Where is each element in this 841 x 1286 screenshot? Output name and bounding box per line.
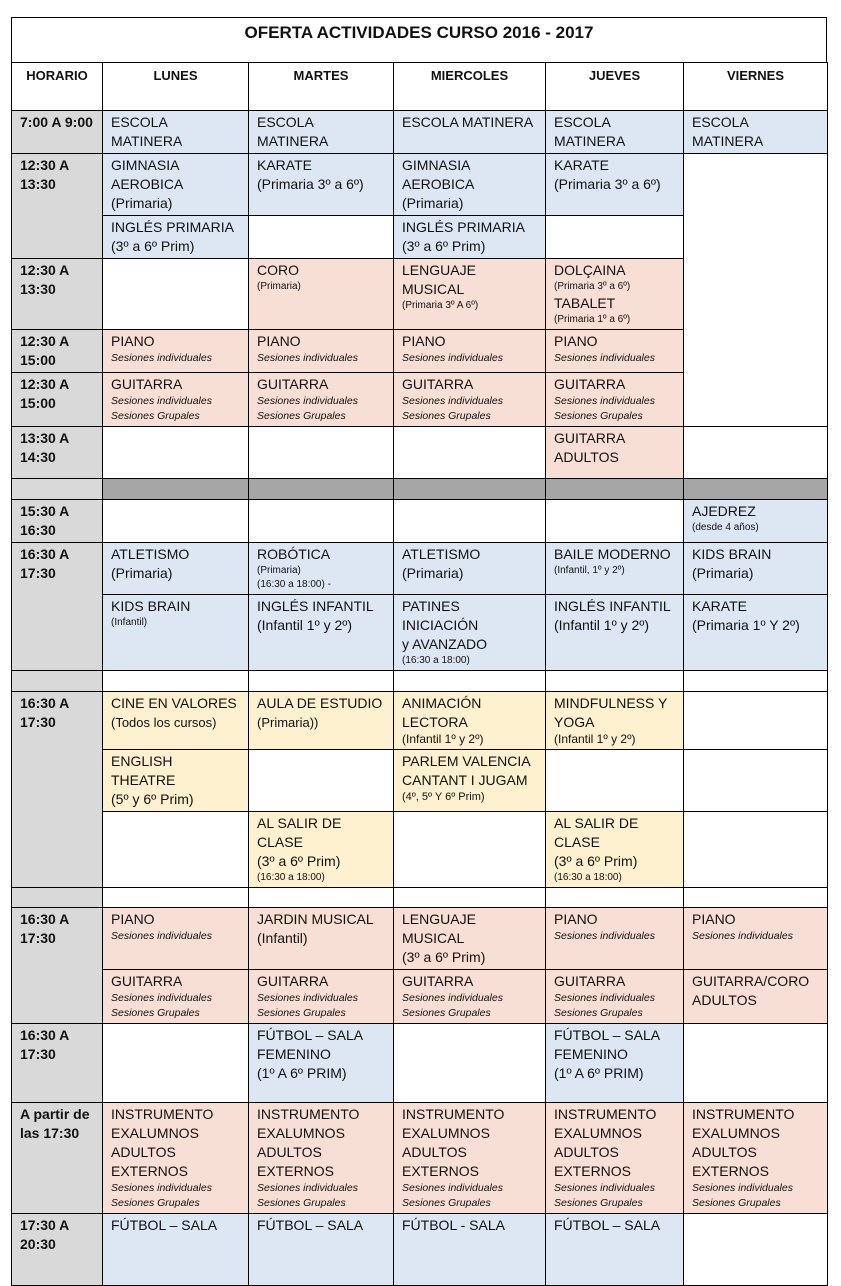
- spacer-row: [12, 888, 828, 908]
- activity-cell: GUITARRA/CORO ADULTOS: [684, 970, 828, 1024]
- empty-cell: [684, 888, 828, 908]
- time-cell: 12:30 A 15:00: [12, 330, 103, 373]
- table-row: [12, 111, 828, 154]
- header-jueves: JUEVES: [546, 63, 684, 111]
- activities-table: [11, 62, 828, 1286]
- empty-cell: [249, 216, 394, 259]
- activity-cell: GIMNASIA AEROBICA (Primaria): [103, 154, 249, 216]
- activity-cell: GUITARRA Sesiones individuales Sesiones Grupales: [394, 373, 546, 427]
- table-row: [12, 750, 828, 812]
- header-lunes: LUNES: [103, 63, 249, 111]
- table-row: [12, 1103, 828, 1214]
- table-row: [12, 595, 828, 671]
- activity-cell: CORO (Primaria): [249, 259, 394, 330]
- activity-cell: ENGLISH THEATRE (5º y 6º Prim): [103, 750, 249, 812]
- time-cell: 16:30 A 17:30: [12, 692, 103, 888]
- empty-cell: [394, 671, 546, 692]
- empty-cell: [249, 888, 394, 908]
- table-row: [12, 1024, 828, 1103]
- activity-cell: INGLÉS PRIMARIA (3º a 6º Prim): [394, 216, 546, 259]
- table-row: [12, 154, 828, 216]
- empty-cell: [684, 154, 828, 427]
- empty-cell: [249, 500, 394, 543]
- table-row: [12, 543, 828, 595]
- empty-cell: [684, 750, 828, 812]
- header-miercoles: MIERCOLES: [394, 63, 546, 111]
- activity-cell: JARDIN MUSICAL (Infantil): [249, 908, 394, 970]
- activity-cell: PIANO Sesiones individuales: [103, 330, 249, 373]
- activity-cell: GUITARRA Sesiones individuales Sesiones Grupales: [546, 970, 684, 1024]
- table-row: [12, 970, 828, 1024]
- activity-cell: PIANO Sesiones individuales: [684, 908, 828, 970]
- header-viernes: VIERNES: [684, 63, 828, 111]
- empty-cell: [249, 750, 394, 812]
- activity-cell: FÚTBOL – SALA FEMENINO (1º A 6º PRIM): [249, 1024, 394, 1103]
- empty-cell: [546, 216, 684, 259]
- activity-cell: AJEDREZ (desde 4 años): [684, 500, 828, 543]
- time-cell: A partir de las 17:30: [12, 1103, 103, 1214]
- activity-cell: GUITARRA Sesiones individuales Sesiones Grupales: [394, 970, 546, 1024]
- activity-cell: INSTRUMENTO EXALUMNOS ADULTOS EXTERNOS Sesiones individuales Sesiones Grupales: [394, 1103, 546, 1214]
- activity-cell: FÚTBOL – SALA: [249, 1214, 394, 1286]
- time-cell: 12:30 A 13:30: [12, 154, 103, 259]
- activity-cell: FÚTBOL – SALA: [103, 1214, 249, 1286]
- empty-cell: [684, 427, 828, 479]
- empty-cell: [546, 888, 684, 908]
- empty-cell: [103, 671, 249, 692]
- activity-cell: BAILE MODERNO (Infantil, 1º y 2º): [546, 543, 684, 595]
- activity-cell: KIDS BRAIN (Infantil): [103, 595, 249, 671]
- activity-cell: GUITARRA Sesiones individuales Sesiones Grupales: [249, 970, 394, 1024]
- empty-cell: [546, 500, 684, 543]
- page-title: OFERTA ACTIVIDADES CURSO 2016 - 2017: [11, 17, 827, 63]
- divider-cell: [394, 479, 546, 500]
- empty-cell: [249, 671, 394, 692]
- header-martes: MARTES: [249, 63, 394, 111]
- activity-cell: INSTRUMENTO EXALUMNOS ADULTOS EXTERNOS Sesiones individuales Sesiones Grupales: [103, 1103, 249, 1214]
- activity-cell: ESCOLA MATINERA: [249, 111, 394, 154]
- spacer-row: [12, 671, 828, 692]
- table-row: [12, 1214, 828, 1286]
- divider-cell: [684, 479, 828, 500]
- activity-cell: ATLETISMO (Primaria): [103, 543, 249, 595]
- activity-cell: PARLEM VALENCIA CANTANT I JUGAM (4º, 5º Y 6º Prim): [394, 750, 546, 812]
- empty-cell: [684, 692, 828, 750]
- empty-cell: [684, 1024, 828, 1103]
- activity-cell: GUITARRA Sesiones individuales Sesiones Grupales: [103, 970, 249, 1024]
- activity-cell: INGLÉS INFANTIL (Infantil 1º y 2º): [546, 595, 684, 671]
- activity-cell: LENGUAJE MUSICAL (3º a 6º Prim): [394, 908, 546, 970]
- time-cell: 12:30 A 15:00: [12, 373, 103, 427]
- activity-cell: ESCOLA MATINERA: [103, 111, 249, 154]
- activity-cell: GUITARRA Sesiones individuales Sesiones Grupales: [249, 373, 394, 427]
- activity-cell: KARATE (Primaria 1º Y 2º): [684, 595, 828, 671]
- activity-cell: INSTRUMENTO EXALUMNOS ADULTOS EXTERNOS Sesiones individuales Sesiones Grupales: [684, 1103, 828, 1214]
- activity-cell: FÚTBOL - SALA: [394, 1214, 546, 1286]
- activity-cell: GUITARRA ADULTOS: [546, 427, 684, 479]
- activity-cell: INGLÉS INFANTIL (Infantil 1º y 2º): [249, 595, 394, 671]
- activity-cell: INSTRUMENTO EXALUMNOS ADULTOS EXTERNOS Sesiones individuales Sesiones Grupales: [249, 1103, 394, 1214]
- time-cell: 16:30 A 17:30: [12, 1024, 103, 1103]
- empty-cell: [394, 500, 546, 543]
- empty-cell: [684, 671, 828, 692]
- activity-cell: CINE EN VALORES (Todos los cursos): [103, 692, 249, 750]
- table-row: [12, 812, 828, 888]
- time-cell: [12, 671, 103, 692]
- time-cell: 16:30 A 17:30: [12, 908, 103, 1024]
- activity-cell: PIANO Sesiones individuales: [394, 330, 546, 373]
- activity-cell: KARATE (Primaria 3º a 6º): [249, 154, 394, 216]
- empty-cell: [103, 500, 249, 543]
- activity-cell: AL SALIR DE CLASE (3º a 6º Prim) (16:30 a 18:00): [249, 812, 394, 888]
- empty-cell: [546, 671, 684, 692]
- empty-cell: [684, 1214, 828, 1286]
- activity-cell: KARATE (Primaria 3º a 6º): [546, 154, 684, 216]
- table-row: [12, 692, 828, 750]
- activity-cell: FÚTBOL – SALA FEMENINO (1º A 6º PRIM): [546, 1024, 684, 1103]
- activity-cell: INSTRUMENTO EXALUMNOS ADULTOS EXTERNOS Sesiones individuales Sesiones Grupales: [546, 1103, 684, 1214]
- empty-cell: [546, 750, 684, 812]
- activity-cell: DOLÇAINA (Primaria 3º a 6º) TABALET (Primaria 1º a 6º): [546, 259, 684, 330]
- empty-cell: [394, 427, 546, 479]
- activity-cell: GUITARRA Sesiones individuales Sesiones Grupales: [546, 373, 684, 427]
- activity-cell: GUITARRA Sesiones individuales Sesiones Grupales: [103, 373, 249, 427]
- activity-cell: INGLÉS PRIMARIA (3º a 6º Prim): [103, 216, 249, 259]
- empty-cell: [394, 812, 546, 888]
- activity-cell: ESCOLA MATINERA: [394, 111, 546, 154]
- activity-cell: ESCOLA MATINERA: [684, 111, 828, 154]
- time-cell: 17:30 A 20:30: [12, 1214, 103, 1286]
- activity-cell: KIDS BRAIN (Primaria): [684, 543, 828, 595]
- activity-cell: GIMNASIA AEROBICA (Primaria): [394, 154, 546, 216]
- header-horario: HORARIO: [12, 63, 103, 111]
- empty-cell: [394, 888, 546, 908]
- empty-cell: [684, 812, 828, 888]
- time-cell: 12:30 A 13:30: [12, 259, 103, 330]
- time-cell: 13:30 A 14:30: [12, 427, 103, 479]
- activity-cell: ROBÓTICA (Primaria) (16:30 a 18:00) -: [249, 543, 394, 595]
- activity-cell: PIANO Sesiones individuales: [249, 330, 394, 373]
- time-cell: 16:30 A 17:30: [12, 543, 103, 671]
- table-row: [12, 908, 828, 970]
- divider-row: [12, 479, 828, 500]
- empty-cell: [103, 1024, 249, 1103]
- divider-cell: [249, 479, 394, 500]
- time-cell: [12, 479, 103, 500]
- activity-cell: ATLETISMO (Primaria): [394, 543, 546, 595]
- activity-cell: LENGUAJE MUSICAL (Primaria 3º A 6º): [394, 259, 546, 330]
- activity-cell: MINDFULNESS Y YOGA (Infantil 1º y 2º): [546, 692, 684, 750]
- empty-cell: [103, 259, 249, 330]
- table-row: [12, 427, 828, 479]
- activity-cell: PIANO Sesiones individuales: [546, 908, 684, 970]
- time-cell: 7:00 A 9:00: [12, 111, 103, 154]
- header-row: [12, 63, 828, 111]
- activity-cell: ESCOLA MATINERA: [546, 111, 684, 154]
- activity-cell: AL SALIR DE CLASE (3º a 6º Prim) (16:30 a 18:00): [546, 812, 684, 888]
- time-cell: 15:30 A 16:30: [12, 500, 103, 543]
- activity-cell: FÚTBOL – SALA: [546, 1214, 684, 1286]
- empty-cell: [103, 427, 249, 479]
- table-row: [12, 500, 828, 543]
- empty-cell: [249, 427, 394, 479]
- divider-cell: [546, 479, 684, 500]
- activity-cell: PIANO Sesiones individuales: [546, 330, 684, 373]
- activity-cell: PIANO Sesiones individuales: [103, 908, 249, 970]
- activity-cell: ANIMACIÓN LECTORA (Infantil 1º y 2º): [394, 692, 546, 750]
- empty-cell: [103, 812, 249, 888]
- divider-cell: [103, 479, 249, 500]
- empty-cell: [394, 1024, 546, 1103]
- time-cell: [12, 888, 103, 908]
- activity-cell: PATINES INICIACIÓN y AVANZADO (16:30 a 18:00): [394, 595, 546, 671]
- empty-cell: [103, 888, 249, 908]
- activity-cell: AULA DE ESTUDIO (Primaria)): [249, 692, 394, 750]
